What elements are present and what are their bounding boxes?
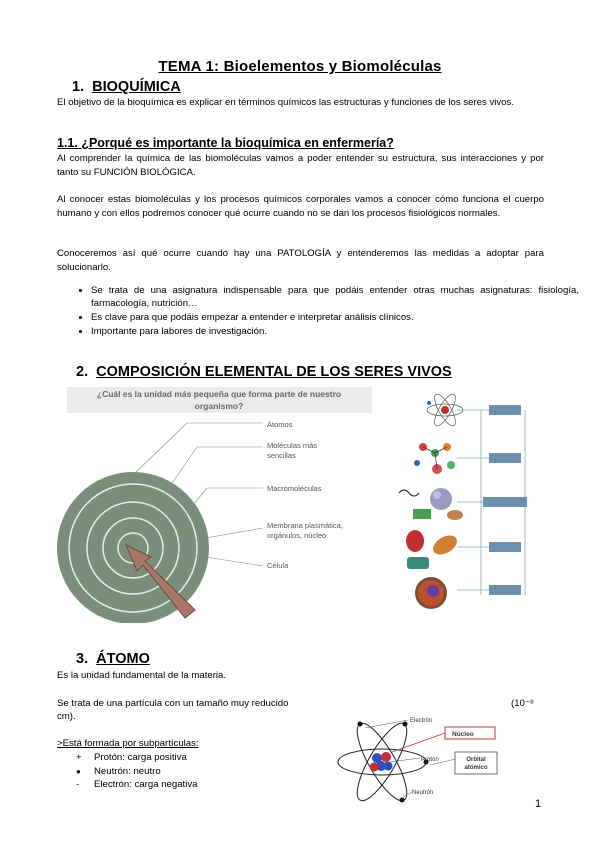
list-marker: - xyxy=(76,779,80,790)
nucleus-icon xyxy=(370,752,393,772)
level-box-1 xyxy=(489,405,521,415)
atom-diagram xyxy=(330,710,505,810)
section-3-p2-a: Se trata de una partícula con un tamaño muy reducido xyxy=(57,698,289,709)
particle-neutron: Neutrón: neutro xyxy=(94,765,161,777)
page-title: TEMA 1: Bioelementos y Biomoléculas xyxy=(158,58,442,75)
atom-label-proton: Protón xyxy=(421,757,439,763)
atom-label-nucleus: Núcleo xyxy=(452,731,474,738)
figure-label-macromolecules: Macromoléculas xyxy=(267,484,322,493)
particle-electron: Electrón: carga negativa xyxy=(94,779,198,790)
section-3-p2-b: (10⁻⁸ xyxy=(511,698,534,709)
figure-question-line-2: organismo? xyxy=(194,401,244,411)
figure-label-atoms: Átomos xyxy=(267,420,293,429)
figure-label-membrane-2: orgánulos, núcleo xyxy=(267,531,327,540)
figure-label-cell: Célula xyxy=(267,561,289,570)
list-item xyxy=(76,751,197,765)
section-3-heading xyxy=(76,651,150,667)
figure-label-membrane-1: Membrana plasmática, xyxy=(267,521,343,530)
importance-list xyxy=(57,284,579,339)
section-2-number: 2. xyxy=(76,364,89,380)
section-1-1-heading: 1.1. ¿Porqué es importante la bioquímica en enfermería? xyxy=(57,136,394,150)
section-2-heading xyxy=(76,364,452,380)
section-1-intro: El objetivo de la bioquímica es explicar en términos químicos las estructuras y funciones de los seres vivos. xyxy=(57,97,514,108)
page-number: 1 xyxy=(535,798,542,810)
figure-label-simple-molecules-2: sencillas xyxy=(267,451,296,460)
section-1-heading xyxy=(72,79,181,95)
atom-label-orbital-2: atómico xyxy=(464,765,488,771)
list-item xyxy=(76,778,197,792)
section-1-number: 1. xyxy=(72,79,85,95)
list-marker: ● xyxy=(76,766,81,776)
list-item: • Es clave para que podáis empezar a entender e interpretar análisis clínicos. xyxy=(91,311,579,324)
atom-label-electron: Electrón xyxy=(410,718,433,724)
section-3-p1: Es la unidad fundamental de la materia. xyxy=(57,670,227,681)
organization-levels-figure xyxy=(57,385,385,623)
molecule-icon xyxy=(414,443,455,474)
section-3-title: ÁTOMO xyxy=(96,651,150,667)
section-2-title: COMPOSICIÓN ELEMENTAL DE LOS SERES VIVOS xyxy=(96,364,452,380)
list-item: • Se trata de una asignatura indispensable para que podáis entender otras muchas asignaturas: fisiología, farmacología, nutrición… xyxy=(91,284,579,310)
subparticles-list xyxy=(76,751,197,792)
section-1-1-p2: Al conocer estas biomoléculas y los procesos químicos corporales vamos a conocer cómo funciona el cuerpo humano y con ellos podremos conocer qué ocurre cuando no se dan los procesos fisiológicos normales. xyxy=(57,194,544,219)
atom-label-neutron: Neutrón xyxy=(412,790,434,796)
section-1-title: BIOQUÍMICA xyxy=(92,79,181,95)
section-1-1-p1: Al comprender la química de las biomoléculas vamos a poder entender su estructura, sus interacciones y por tanto su FUNCIÓN BIOLÓGICA. xyxy=(57,153,544,178)
hierarchy-illustration xyxy=(393,385,543,623)
macromolecule-icon xyxy=(399,488,463,520)
section-1-1-p3: Conoceremos así qué ocurre cuando hay una PATOLOGÍA y entenderemos las medidas a adoptar para solucionarlo. xyxy=(57,248,544,273)
list-item xyxy=(76,765,197,779)
section-3-number: 3. xyxy=(76,651,89,667)
level-box-3 xyxy=(483,497,527,507)
level-box-4 xyxy=(489,542,521,552)
section-3-p2-c: cm). xyxy=(57,711,76,722)
subparticles-heading: >Está formada por subpartículas: xyxy=(57,738,199,749)
level-box-5 xyxy=(489,585,521,595)
list-item: • Importante para labores de investigación. xyxy=(91,325,579,338)
particle-proton: Protón: carga positiva xyxy=(94,752,187,763)
level-box-2 xyxy=(489,453,521,463)
figure-label-simple-molecules-1: Moléculas más xyxy=(267,441,318,450)
atom-label-orbital-1: Orbital xyxy=(466,757,486,763)
figure-question-line-1: ¿Cuál es la unidad más pequeña que forma parte de nuestro xyxy=(96,389,342,399)
cell-icon xyxy=(415,577,447,609)
organelle-icon xyxy=(406,530,460,569)
list-marker: + xyxy=(76,752,82,763)
